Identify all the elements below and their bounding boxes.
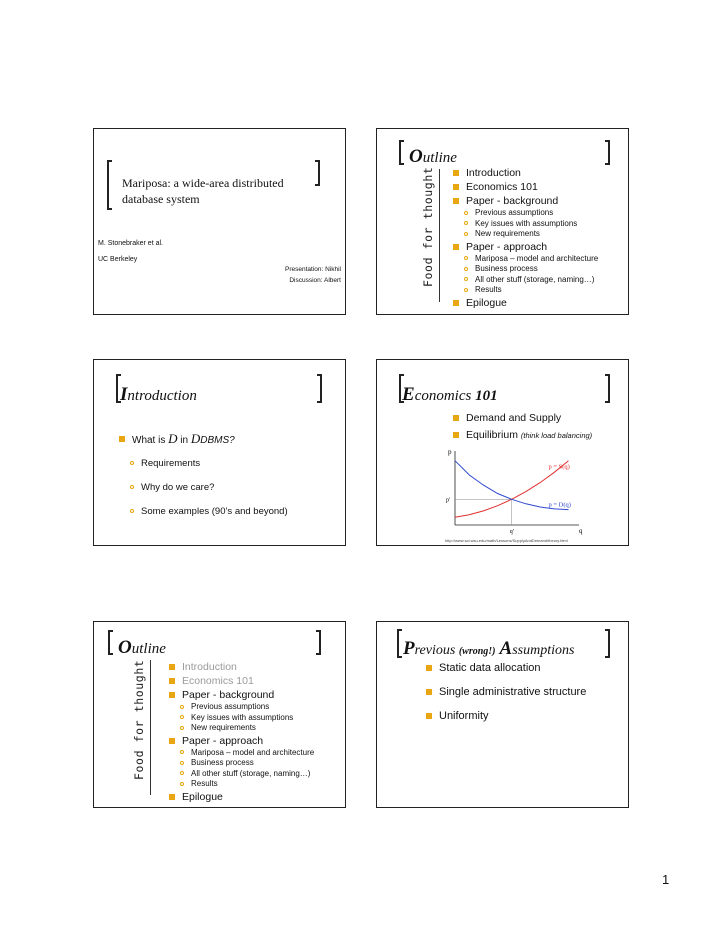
slide-economics [376,359,629,546]
supply-demand-chart [445,447,585,537]
assumption-item: Static data allocation [424,661,586,675]
economics-list [451,411,592,443]
outline-item: Paper - background [451,194,598,208]
equilibrium-price-label: p' [446,497,451,504]
presentation-title [122,175,284,207]
list-item: Demand and Supply [451,411,592,425]
outline-subitem: Previous assumptions [167,702,314,713]
right-bracket [605,374,610,403]
d-letter: D [168,431,178,446]
slide-title: Previous (wrong!) Assumptions [403,638,575,659]
outline-subitem: New requirements [451,229,598,240]
food-for-thought-label: Food for thought [421,166,435,287]
right-bracket [316,630,321,655]
outline-list [451,166,598,310]
outline-subitem: Previous assumptions [451,208,598,219]
right-bracket [605,629,610,658]
thought-axis-line [150,660,151,795]
discussant: Discussion: Albert [289,277,341,284]
right-bracket [605,140,610,165]
right-bracket [317,374,322,403]
intro-subitem: Requirements [117,458,288,470]
thought-axis-line [439,169,440,302]
outline-item: Economics 101 [451,180,598,194]
slide-title: Outline [118,637,166,658]
intro-subitem: Why do we care? [117,482,288,494]
chart-source-url: http://www.sci.wsu.edu/math/Lessons/SupplyAndDemand/theory.html [445,538,568,543]
outline-subitem: All other stuff (storage, naming…) [167,769,314,780]
slide-introduction [93,359,346,546]
demand-curve-label: p = D(q) [548,501,571,509]
left-bracket [107,160,112,210]
assumption-item: Uniformity [424,709,586,723]
outline-subitem: New requirements [167,723,314,734]
slide-title: Outline [409,146,457,167]
affiliation: UC Berkeley [98,256,138,263]
outline-subitem: Results [451,285,598,296]
outline-subitem: Business process [451,264,598,275]
supply-curve-label: p = S(q) [548,463,570,471]
slide-outline-2 [93,621,346,808]
outline-subitem: Mariposa – model and architecture [451,254,598,265]
authors: M. Stonebraker et al. [98,240,163,247]
right-bracket [315,160,320,186]
title-line-1: Mariposa: a wide-area distributed [122,176,284,190]
outline-subitem: Business process [167,758,314,769]
list-item: Equilibrium (think load balancing) [451,428,592,443]
presenter: Presentation: Nikhil [285,266,341,273]
slide-title [93,128,346,315]
slide-title: Economics 101 [402,384,498,405]
y-axis-label: p [448,448,452,456]
equilibrium-quantity-label: q' [509,529,514,535]
left-bracket [397,629,402,658]
page-number: 1 [662,872,670,887]
outline-item: Paper - approach [451,240,598,254]
outline-subitem: Key issues with assumptions [451,219,598,230]
left-bracket [108,630,113,655]
outline-item: Paper - background [167,688,314,702]
outline-subitem: All other stuff (storage, naming…) [451,275,598,286]
assumptions-list [424,661,586,733]
assumption-item: Single administrative structure [424,685,586,699]
x-axis-label: q [579,527,583,535]
d-letter: D [190,431,201,446]
outline-subitem: Key issues with assumptions [167,713,314,724]
outline-item: Epilogue [167,790,314,804]
intro-list [117,432,235,448]
intro-sublist [117,458,288,530]
outline-item: Paper - approach [167,734,314,748]
intro-subitem: Some examples (90’s and beyond) [117,506,288,518]
left-bracket [399,140,404,165]
outline-subitem: Mariposa – model and architecture [167,748,314,759]
slide-outline-1 [376,128,629,315]
list-item: What is D in DDBMS? [117,432,235,448]
outline-item: Economics 101 [167,674,314,688]
outline-list [167,660,314,804]
outline-item: Epilogue [451,296,598,310]
outline-subitem: Results [167,779,314,790]
food-for-thought-label: Food for thought [132,659,146,780]
slide-title: Introduction [120,384,197,405]
slide-previous-assumptions [376,621,629,808]
title-line-2: database system [122,192,200,206]
outline-item: Introduction [451,166,598,180]
outline-item: Introduction [167,660,314,674]
